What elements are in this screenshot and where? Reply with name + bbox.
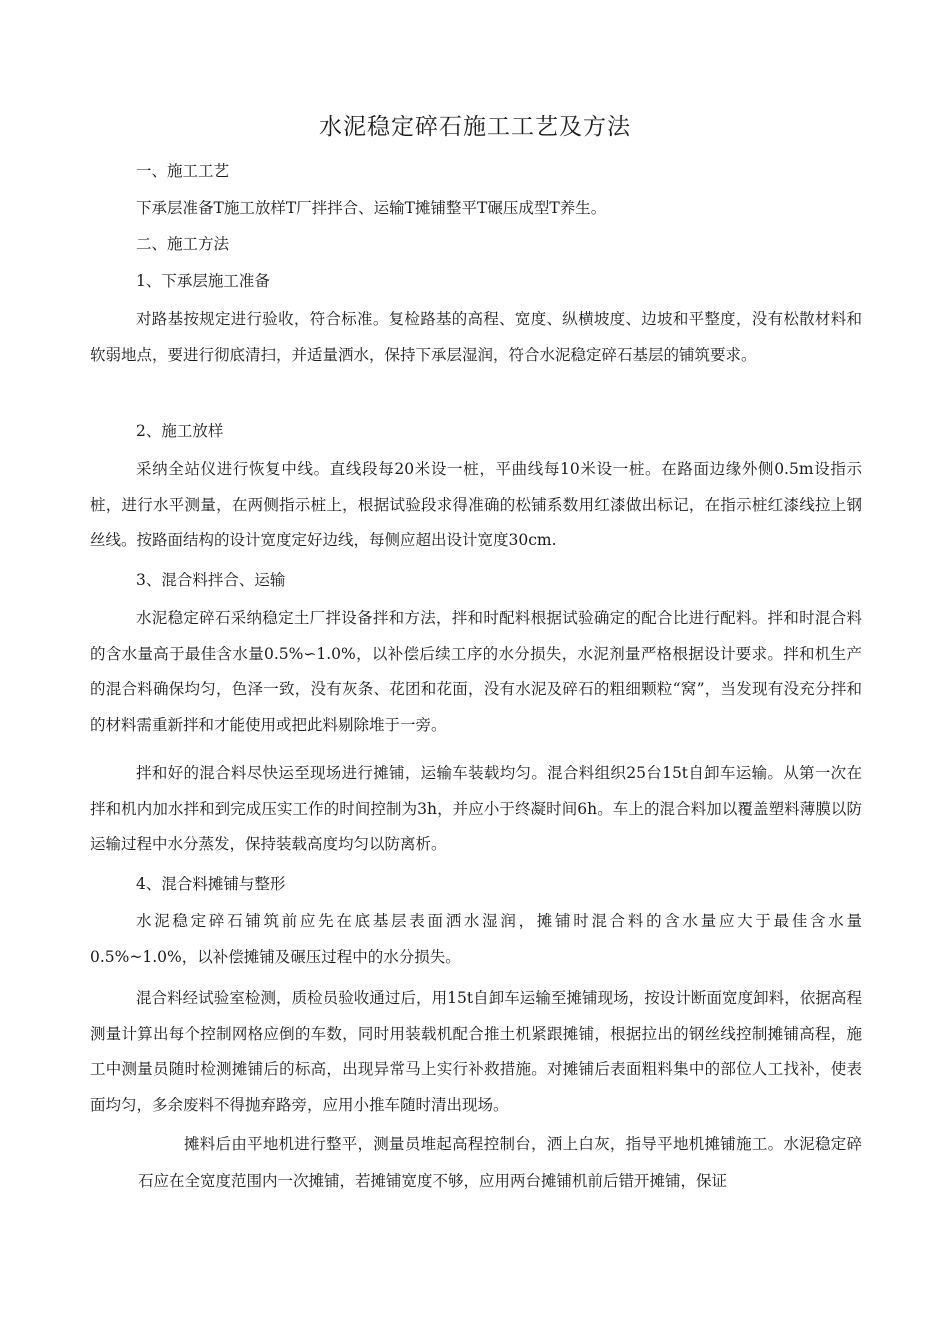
subheading-substrate-prep: 1、下承层施工准备 bbox=[136, 272, 270, 290]
paragraph-mixing: 水泥稳定碎石采纳稳定土厂拌设备拌和方法，拌和时配料根据试验确定的配合比进行配料。拌和时混合料的含水量高于最佳含水量0.5%∽1.0%，以补偿后续工序的水分损失，水泥剂量严格根据设计要求。拌和机生产的混合料确保均匀，色泽一致，没有灰条、花团和花面，没有水泥及碎石的粗细颗粒“窝”，当发现有没充分拌和的材料需重新拌和才能使用或把此料剔除堆于一旁。 bbox=[90, 609, 862, 734]
paragraph-transport: 拌和好的混合料尽快运至现场进行摊铺，运输车装载均匀。混合料组织25台15t自卸车运输。从第一次在拌和机内加水拌和到完成压实工作的时间控制为3h，并应小于终凝时间6h。车上的混合料加以覆盖塑料薄膜以防运输过程中水分蒸发，保持装载高度均匀以防离析。 bbox=[90, 764, 862, 853]
paragraph-paving-moisture: 水泥稳定碎石铺筑前应先在底基层表面洒水湿润，摊铺时混合料的含水量应大于最佳含水量0.5%~1.0%，以补偿摊铺及碾压过程中的水分损失。 bbox=[90, 912, 862, 966]
paragraph-paving-process: 混合料经试验室检测，质检员验收通过后，用15t自卸车运输至摊铺现场，按设计断面宽度卸料，依据高程测量计算出每个控制网格应倒的车数，同时用装载机配合推土机紧跟摊铺，根据拉出的钢丝线控制摊铺高程，施工中测量员随时检测摊铺后的标高，出现异常马上实行补救措施。对摊铺后表面粗料集中的部位人工找补，使表面均匀，多余废料不得抛弃路旁，应用小推车随时清出现场。 bbox=[90, 989, 862, 1114]
section-heading-craft: 一、施工工艺 bbox=[136, 162, 230, 180]
paragraph-leveling: 摊料后由平地机进行整平，测量员堆起高程控制台，洒上白灰，指导平地机摊铺施工。水泥稳定碎石应在全宽度范围内一次摊铺，若摊铺宽度不够，应用两台摊铺机前后错开摊铺，保证 bbox=[138, 1135, 862, 1190]
subheading-layout-setting: 2、施工放样 bbox=[136, 422, 224, 440]
process-flow-text: 下承层准备T施工放样T厂拌拌合、运输T摊铺整平T碾压成型T养生。 bbox=[136, 199, 607, 217]
document-title: 水泥稳定碎石施工工艺及方法 bbox=[319, 114, 631, 140]
paragraph-layout-setting: 采纳全站仪进行恢复中线。直线段每20米设一桩，平曲线每10米设一桩。在路面边缘外侧0.5m设指示桩，进行水平测量，在两侧指示桩上，根据试验段求得准确的松铺系数用红漆做出标记，在指示桩红漆线拉上钢丝线。按路面结构的设计宽度定好边线，每侧应超出设计宽度30cm. bbox=[90, 460, 862, 549]
paragraph-substrate-prep: 对路基按规定进行验收，符合标准。复检路基的高程、宽度、纵横坡度、边坡和平整度，没有松散材料和软弱地点，要进行彻底清扫，并适量洒水，保持下承层湿润，符合水泥稳定碎石基层的铺筑要求。 bbox=[90, 310, 862, 364]
subheading-paving-shaping: 4、混合料摊铺与整形 bbox=[136, 875, 286, 893]
subheading-mixing-transport: 3、混合料拌合、运输 bbox=[136, 571, 286, 589]
section-heading-methods: 二、施工方法 bbox=[136, 235, 230, 253]
